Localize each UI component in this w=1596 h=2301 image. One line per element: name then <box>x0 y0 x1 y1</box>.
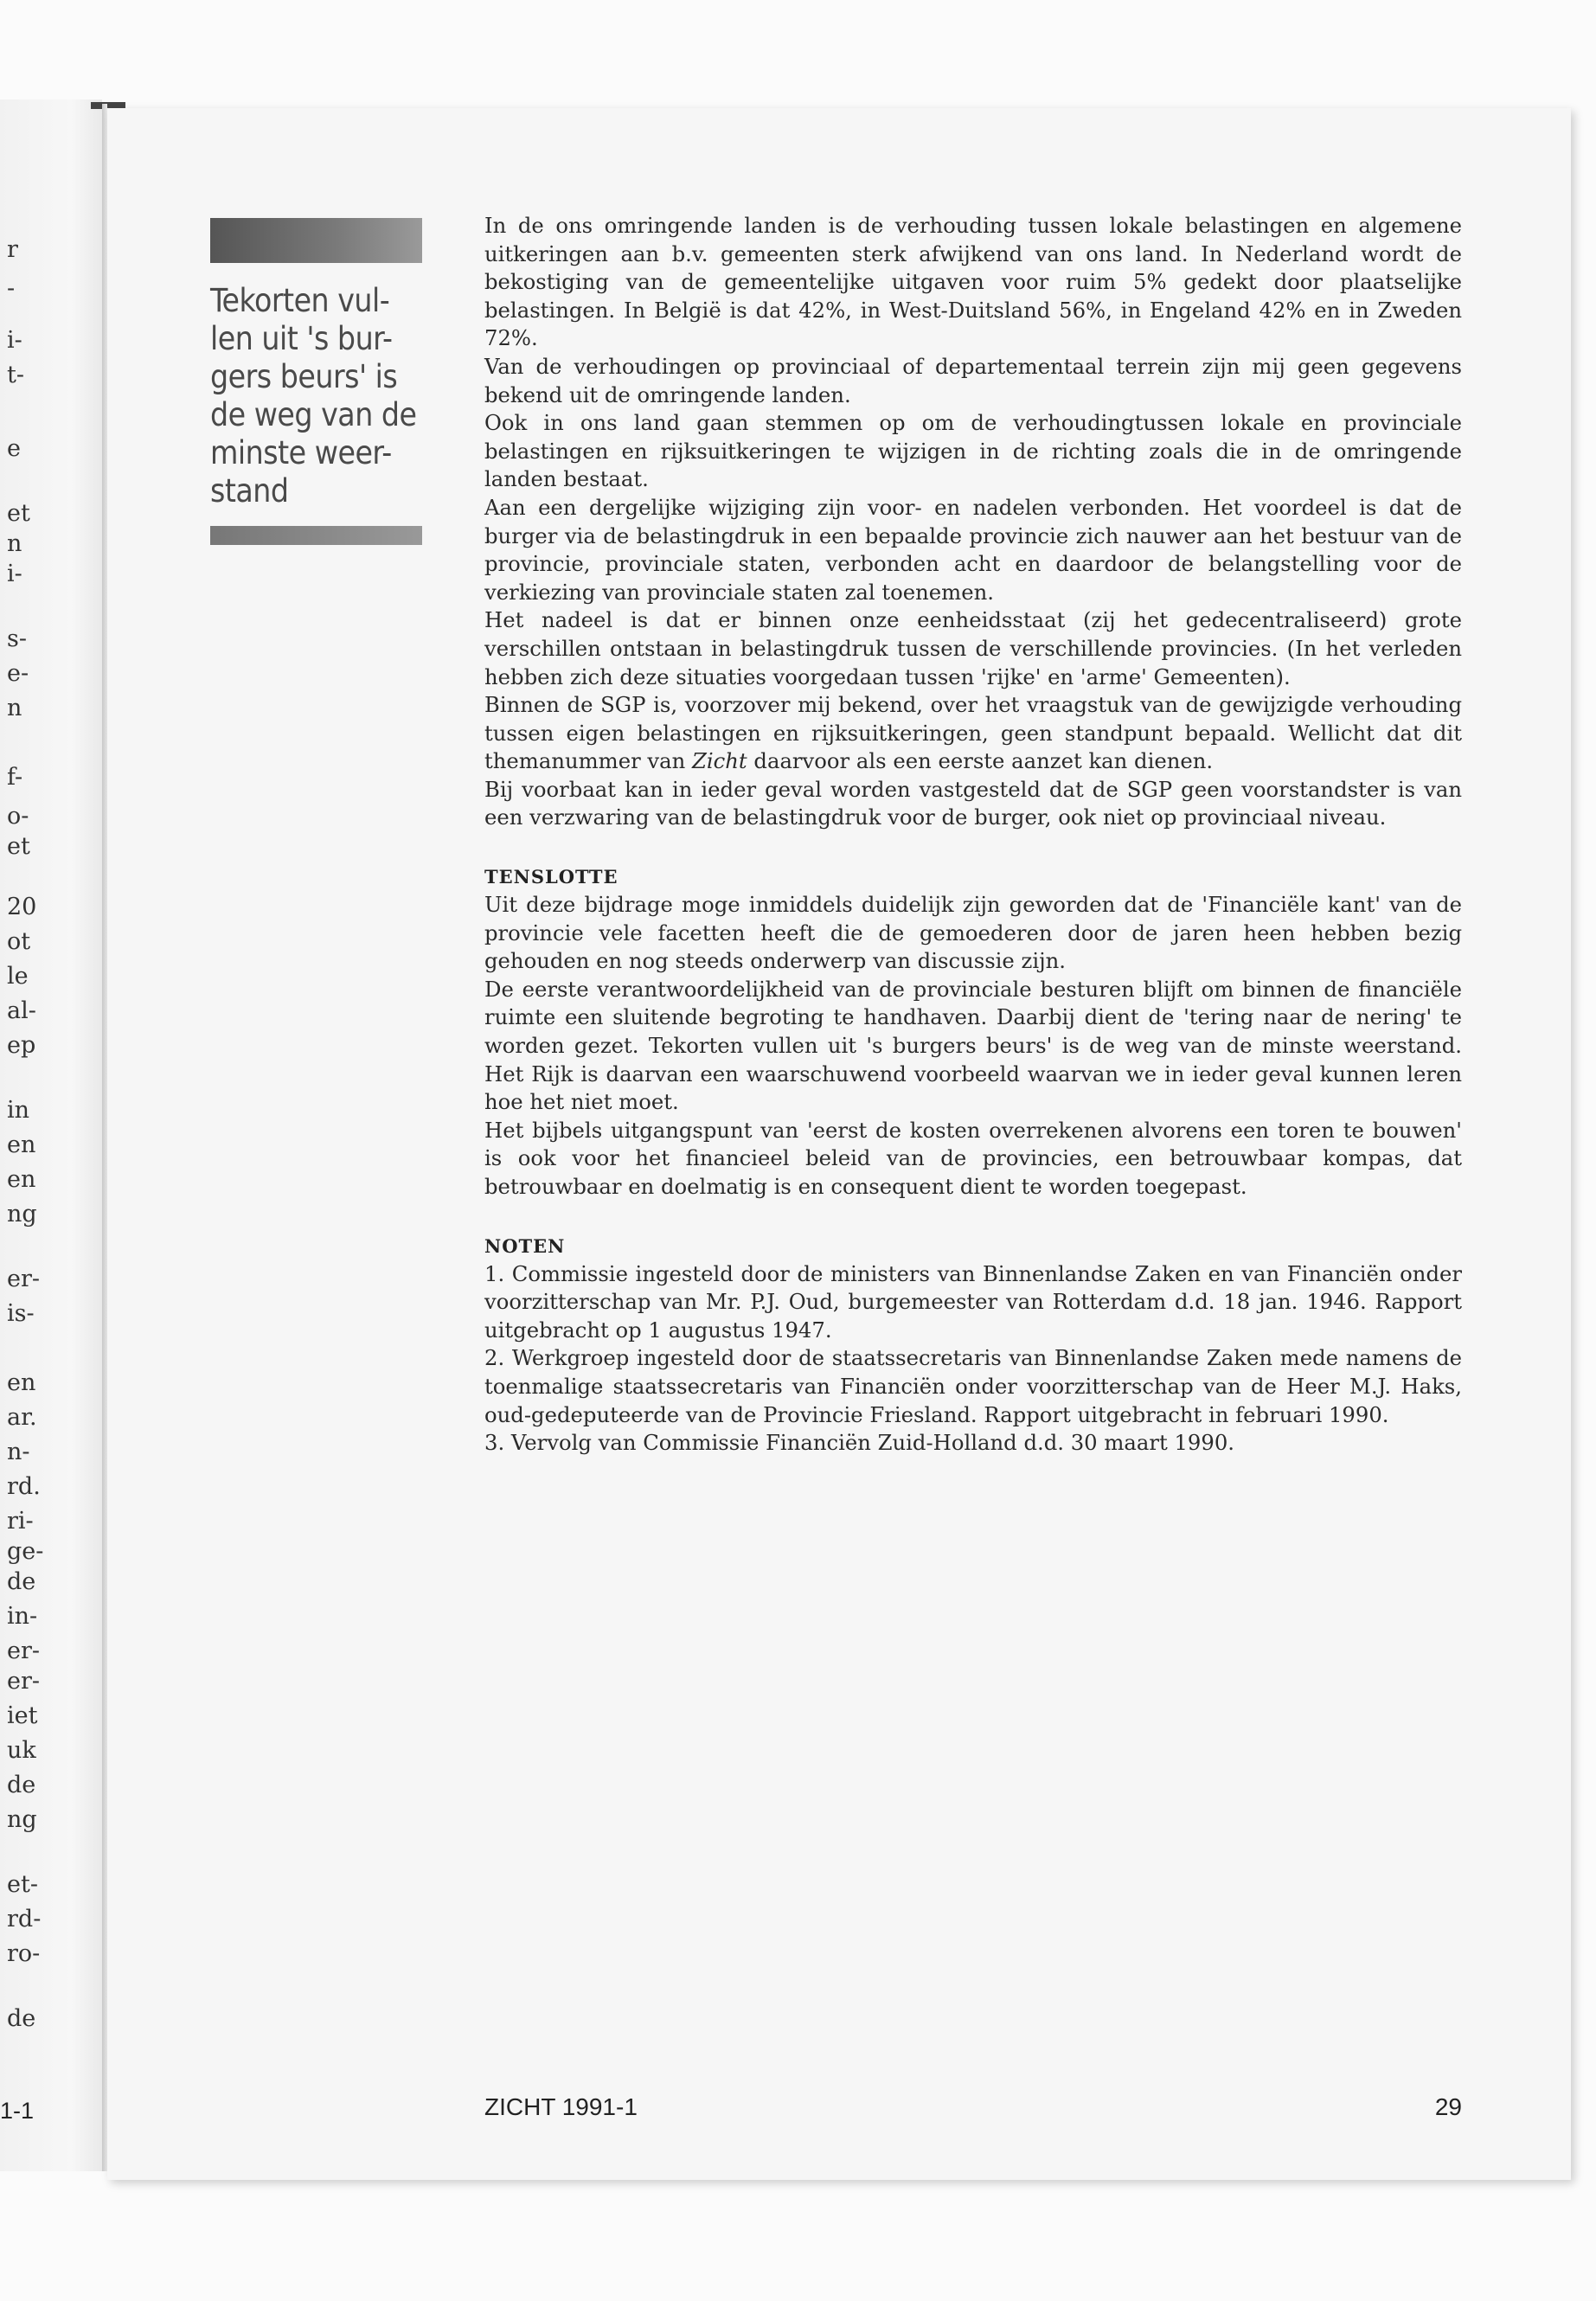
left-page-fragment: i- <box>7 561 22 587</box>
left-page-fragment: rd. <box>7 1473 41 1500</box>
journal-name-italic: Zicht <box>692 748 747 774</box>
left-page-fragment: ro- <box>7 1940 41 1967</box>
left-page-fragment: de <box>7 1772 36 1798</box>
paragraph: Ook in ons land gaan stemmen op om de verhoudingtussen lokale en provinciale belastingen en rijksuitkeringen te wijzigen in de richting zoals die in de omringende landen bestaat. <box>484 410 1462 492</box>
pull-quote-text: Tekorten vul- len uit 's bur- gers beurs' is de weg van de minste weer- stand <box>210 282 417 510</box>
section-heading-noten: NOTEN <box>484 1234 566 1257</box>
left-page-edge <box>0 99 102 2171</box>
left-page-fragment: r <box>7 236 18 263</box>
left-page-fragment: de <box>7 2005 36 2032</box>
paragraph-sgp: Binnen de SGP is, voorzover mij bekend, over het vraagstuk van de gewijzigde verhouding tussen eigen belastingen en rijksuitkeringen, geen standpunt bepaald. Wellicht dat dit themanummer van Zicht daarvoor als een eerste aanzet kan dienen. <box>484 692 1462 774</box>
paragraph: Van de verhoudingen op provinciaal of departementaal terrein zijn mij geen gegevens bekend uit de omringende landen. <box>484 353 1462 407</box>
left-page-fragment: ri- <box>7 1508 34 1535</box>
left-page-fragment: n <box>7 695 22 721</box>
left-page-fragment: s- <box>7 625 27 652</box>
left-page-fragment: n <box>7 530 22 557</box>
left-page-fragment: e <box>7 435 21 462</box>
paragraph: In de ons omringende landen is de verhouding tussen lokale belastingen en algemene uitkeringen aan b.v. gemeenten sterk afwijkend van ons land. In Nederland wordt de bekostiging van de gemeentelijke uitgaven voor ruim 5% gedekt door plaatselijke belastingen. In België is dat 42%, in West-Duitsland 56%, in Engeland 42% en in Zweden 72%. <box>484 213 1462 351</box>
footnote: 1. Commissie ingesteld door de ministers van Binnenlandse Zaken en van Financiën onder voorzitterschap van Mr. P.J. Oud, burgemeester van Rotterdam d.d. 18 jan. 1946. Rapport uitgebracht op 1 augustus 1947. <box>484 1260 1462 1343</box>
paragraph: Bij voorbaat kan in ieder geval worden vastgesteld dat de SGP geen voorstandster is van een verzwaring van de belastingdruk voor de burger, ook niet op provinciaal niveau. <box>484 776 1462 830</box>
left-page-fragment: uk <box>7 1737 36 1764</box>
left-page-fragment: er- <box>7 1668 41 1695</box>
left-page-fragment: f- <box>7 764 23 791</box>
left-page-fragment: in <box>7 1097 30 1124</box>
left-page-fragment: et <box>7 500 30 527</box>
left-page-fragment: al- <box>7 997 36 1024</box>
left-page-fragment: ot <box>7 928 31 955</box>
paragraph: De eerste verantwoordelijkheid van de provinciale besturen blijft om binnen de financiële ruimte een sluitende begroting te handhaven. Daarbij dient de 'tering naar de nering' te worden gezet. Tekorten vullen uit 's burgers beurs' is de weg van de minste weerstand. Het Rijk is daarvan een waarschuwend voorbeeld waarvan we in ieder geval kunnen leren hoe het niet moet. <box>484 976 1462 1115</box>
paragraph: Aan een dergelijke wijziging zijn voor- en nadelen verbonden. Het voordeel is dat de burger via de belastingdruk in een bepaalde provincie zich nauwer aan het bestuur van de provincie, provinciale staten, verbonden acht en daardoor de belangstelling voor de verkiezing van provinciale staten zal toenemen. <box>484 494 1462 605</box>
left-page-fragment: 20 <box>7 894 37 920</box>
left-page-fragment: o- <box>7 803 29 830</box>
left-page-fragment: t- <box>7 362 24 388</box>
left-page-fragment: et- <box>7 1871 38 1898</box>
left-page-fragment: - <box>7 275 16 302</box>
footnote: 2. Werkgroep ingesteld door de staatssecretaris van Binnenlandse Zaken mede namens de toenmalige staatssecretaris van Financiën onder voorzitterschap van de Heer M.J. Haks, oud-gedeputeerde van de Provincie Friesland. Rapport uitgebracht in februari 1990. <box>484 1345 1462 1427</box>
section-heading-tenslotte: TENSLOTTE <box>484 866 619 888</box>
left-page-fragment: i- <box>7 327 22 354</box>
left-page-fragment: ng <box>7 1201 37 1227</box>
left-page-fragment: le <box>7 963 29 990</box>
left-page-fragment: er- <box>7 1638 41 1664</box>
pull-quote-top-bar <box>210 218 422 263</box>
left-page-fragment: en <box>7 1369 36 1396</box>
left-page-fragment: er- <box>7 1266 41 1292</box>
left-page-fragment: ng <box>7 1806 37 1833</box>
page-number: 29 <box>1434 2093 1462 2120</box>
paragraph: Het nadeel is dat er binnen onze eenheidsstaat (zij het gedecentraliseerd) grote verschillen ontstaan in belastingdruk tussen de verschillende provincies. (In het verleden hebben zich deze situaties voorgedaan tussen 'rijke' en 'arme' Gemeenten). <box>484 607 1462 689</box>
paragraph: Het bijbels uitgangspunt van 'eerst de kosten overrekenen alvorens een toren te bouwen' is ook voor het financieel beleid van de provincies, een betrouwbaar kompas, dat betrouwbaar en doelmatig is en consequent dient te worden toegepast. <box>484 1117 1462 1199</box>
left-page-fragment: et <box>7 833 30 860</box>
paragraph: Uit deze bijdrage moge inmiddels duidelijk zijn geworden dat de 'Financiële kant' van de provincie vele facetten heeft die de gemoederen door de jaren heen hebben bezig gehouden en nog steeds onderwerp van discussie zijn. <box>484 892 1462 974</box>
pull-quote <box>210 218 422 545</box>
left-page-footer: 1-1 <box>0 2098 35 2124</box>
left-page-fragment: in- <box>7 1603 38 1630</box>
page-footer <box>484 2093 1462 2121</box>
left-page-fragment: n- <box>7 1439 30 1465</box>
left-page-fragment: en <box>7 1131 36 1158</box>
left-page-fragment: ep <box>7 1032 36 1059</box>
left-page-fragment: is- <box>7 1300 35 1327</box>
pull-quote-bottom-bar <box>210 526 422 545</box>
left-page-fragment: iet <box>7 1702 38 1729</box>
left-page-fragment: ar. <box>7 1404 37 1431</box>
left-page-fragment: rd- <box>7 1906 42 1932</box>
left-page-fragment: e- <box>7 660 29 687</box>
journal-issue: ZICHT 1991-1 <box>484 2093 638 2120</box>
left-page-fragment: en <box>7 1166 36 1193</box>
article-body <box>484 212 1462 1458</box>
left-page-fragment: ge- <box>7 1538 44 1565</box>
footnote: 3. Vervolg van Commissie Financiën Zuid-Holland d.d. 30 maart 1990. <box>484 1430 1235 1456</box>
left-page-fragment: de <box>7 1568 36 1595</box>
